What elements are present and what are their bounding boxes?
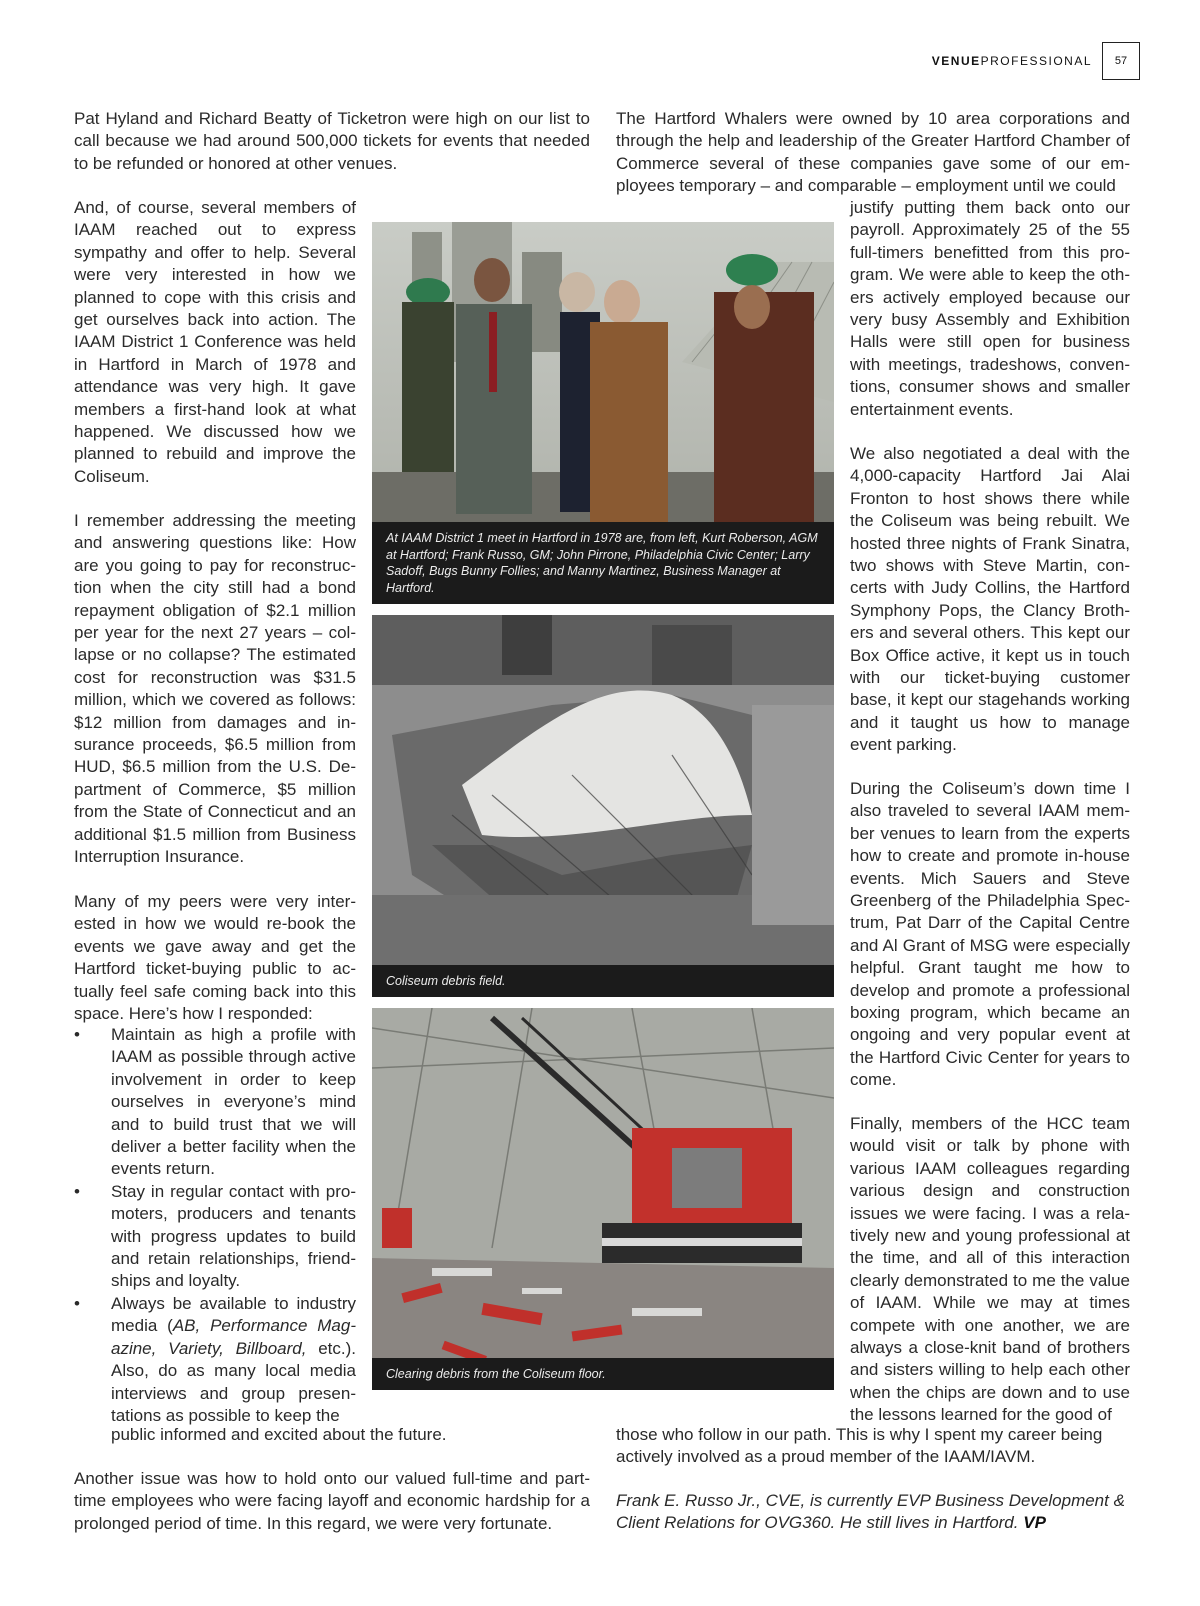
brand-rest: PROFESSIONAL	[980, 54, 1092, 68]
right-paragraph-4-continued: those who follow in our path. This is why I spent my career being actively involved as a proud member of the IAAM/IAVM.	[616, 1425, 1103, 1467]
bullet-item-2	[74, 1181, 356, 1293]
bullet-item-1	[74, 1024, 356, 1181]
photo-clearing-debris-image	[372, 1008, 834, 1390]
right-paragraph-1: The Hartford Whalers were owned by 10 area corporations and through the help and leadership of the Greater Hartford Chamber of Commerce several of these companies gave some of our employees temporary – and comparable – employment until we could	[616, 109, 1130, 196]
bullet-3-text-pre: Always be available to industry media (	[111, 1293, 356, 1336]
bullet-list	[74, 1024, 356, 1427]
bullet-3-text-post: etc.). Also, do as many local media interviews and group presentations as possible to keep the	[111, 1338, 356, 1425]
left-paragraph-3: I remember addressing the meeting and answering questions like: How are you going to pay for reconstruction when the city still had a bond repayment obligation of $2.1 million per year for the next 27 years – collapse or no collapse? The estimated cost for reconstruction was $31.5 million, which we covered as follows: $12 million from damages and insurance proceeds, $6.5 million from HUD, $6.5 million from the U.S. Department of Commerce, $5 million from the State of Connecticut and an additional $1.5 million from Business Interruption Insurance.	[74, 511, 356, 867]
right-paragraph-4: Finally, members of the HCC team would visit or talk by phone with various IAAM colleagues regarding various design and construction issues we were facing. I was a relatively new and young professional at the time, and all of this interaction clearly demonstrated to me the value of IAAM. While we may at times compete with one another, we are always a close-knit band of brothers and sisters willing to help each other when the chips are down and to use the lessons learned for the good of	[850, 1114, 1130, 1425]
author-bio-text: Frank E. Russo Jr., CVE, is currently EVP Business Development & Client Relations for OVG360. He still lives in Hartford.	[616, 1491, 1125, 1533]
right-paragraph-1-continued: justify putting them back onto our payroll. Approximately 25 of the 55 full-timers benefitted from this program. We were able to keep the others actively employed because our very busy Assembly and Exhibition Halls were still open for business with meetings, tradeshows, conventions, consumer shows and smaller entertainment events.	[850, 198, 1130, 419]
bullet-item-3	[74, 1293, 356, 1427]
bullet-1-text: Maintain as high a profile with IAAM as possible through active involvement in order to keep ourselves in everyone’s mind and to build trust that we will deliver a better facility when the events return.	[111, 1025, 356, 1179]
photo-clearing-debris-caption: Clearing debris from the Coliseum floor.	[372, 1358, 834, 1391]
page-header	[932, 42, 1140, 80]
bullet-3-continuation: public informed and excited about the future.	[111, 1425, 447, 1444]
magazine-brand	[932, 54, 1092, 68]
photo-clearing-debris	[372, 1008, 834, 1390]
vp-signoff: VP	[1023, 1513, 1046, 1533]
right-paragraph-2: We also negotiated a deal with the 4,000-capacity Hartford Jai Alai Fronton to host shows there while the Coliseum was being rebuilt. We hosted three nights of Frank Sinatra, two shows with Steve Martin, concerts with Judy Collins, the Hartford Symphony Pops, the Clancy Brothers and several others. This kept our Box Office active, it kept us in touch with our ticket-buying customer base, it kept our stagehands working and it taught us how to manage event parking.	[850, 444, 1130, 755]
bullet-2-text: Stay in regular contact with promoters, producers and tenants with progress updates to build and retain relationships, friendships and loyalty.	[111, 1181, 356, 1291]
bullet-3-media-names: AB, Performance Magazine, Variety, Billboard,	[111, 1316, 356, 1358]
photo-debris-field-caption: Coliseum debris field.	[372, 965, 834, 998]
photo-debris-field-image	[372, 615, 834, 997]
left-paragraph-5: Another issue was how to hold onto our valued full-time and part-time employees who were facing layoff and economic hardship for a prolonged period of time. In this regard, we were very fortunate.	[74, 1469, 590, 1533]
page-number: 57	[1102, 42, 1140, 80]
left-paragraph-1: Pat Hyland and Richard Beatty of Ticketron were high on our list to call because we had around 500,000 tickets for events that needed to be refunded or honored at other venues.	[74, 109, 590, 173]
photo-iaam-meet-caption: At IAAM District 1 meet in Hartford in 1978 are, from left, Kurt Roberson, AGM at Hartford; Frank Russo, GM; John Pirrone, Philadelphia Civic Center; Larry Sadoff, Bugs Bunny Follies; and Manny Martinez, Business Manager at Hartford.	[372, 522, 834, 604]
brand-bold: VENUE	[931, 54, 981, 68]
author-bio	[616, 1490, 1130, 1535]
left-paragraph-2: And, of course, several members of IAAM reached out to express sympathy and offer to help. Several were very interested in how we planned to cope with this crisis and get ourselves back into action. The IAAM District 1 Conference was held in Hartford in March of 1978 and attendance was very high. It gave members a first-hand look at what happened. We discussed how we planned to rebuild and improve the Coliseum.	[74, 198, 356, 486]
right-paragraph-3: During the Coliseum’s down time I also traveled to several IAAM member venues to learn from the experts how to create and promote in-house events. Mich Sauers and Steve Greenberg of the Philadelphia Spectrum, Pat Darr of the Capital Centre and Al Grant of MSG were especially helpful. Grant taught me how to develop and promote a professional boxing program, which became an ongoing and very popular event at the Hartford Civic Center for years to come.	[850, 779, 1130, 1090]
left-paragraph-4: Many of my peers were very interested in how we would re-book the events we gave away and get the Hartford ticket-buying public to actually feel safe coming back into this space. Here’s how I responded:	[74, 892, 356, 1024]
photo-debris-field	[372, 615, 834, 997]
photo-iaam-meet	[372, 222, 834, 604]
